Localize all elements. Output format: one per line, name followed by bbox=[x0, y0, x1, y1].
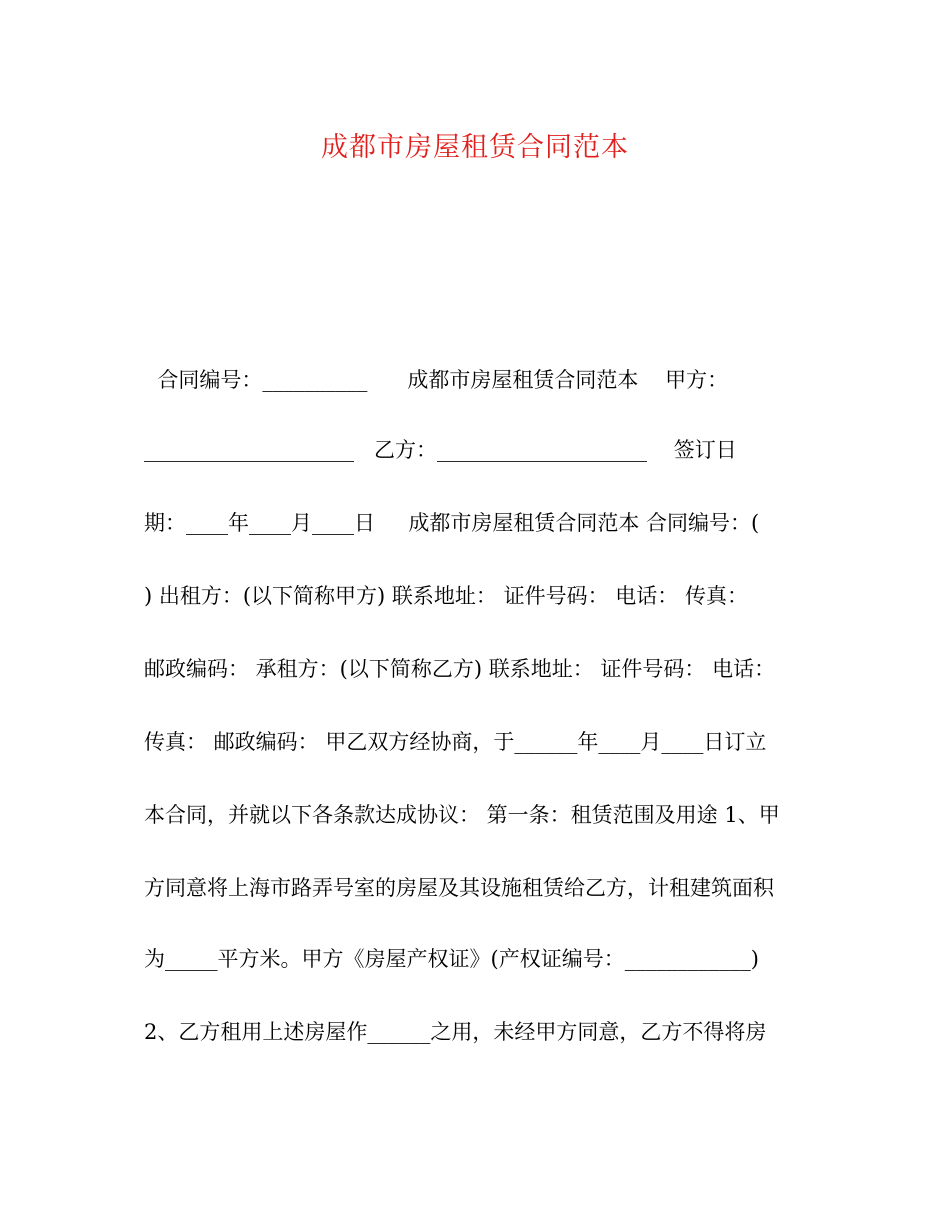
body-line: 邮政编码： 承租方：(以下简称乙方) 联系地址： 证件号码： 电话： bbox=[144, 657, 776, 681]
document-title: 成都市房屋租赁合同范本 bbox=[321, 132, 629, 163]
body-line: 为_____平方米。甲方《房屋产权证》(产权证编号：____________) bbox=[144, 947, 759, 971]
body-line: 方同意将上海市路弄号室的房屋及其设施租赁给乙方，计租建筑面积 bbox=[144, 876, 774, 900]
body-line: ____________________ 乙方：____________________ 签订日 bbox=[144, 438, 737, 462]
body-line: 2、乙方租用上述房屋作______之用，未经甲方同意，乙方不得将房 bbox=[144, 1020, 767, 1044]
body-line: 期：____年____月____日 成都市房屋租赁合同范本 合同编号：( bbox=[144, 511, 760, 535]
body-line: ) 出租方：(以下简称甲方) 联系地址： 证件号码： 电话： 传真： bbox=[144, 584, 748, 608]
body-line: 本合同，并就以下各条款达成协议： 第一条：租赁范围及用途 1、甲 bbox=[144, 803, 780, 827]
body-line: 合同编号：__________ 成都市房屋租赁合同范本 甲方： bbox=[144, 368, 729, 392]
body-line: 传真： 邮政编码： 甲乙双方经协商，于______年____月____日订立 bbox=[144, 730, 767, 754]
